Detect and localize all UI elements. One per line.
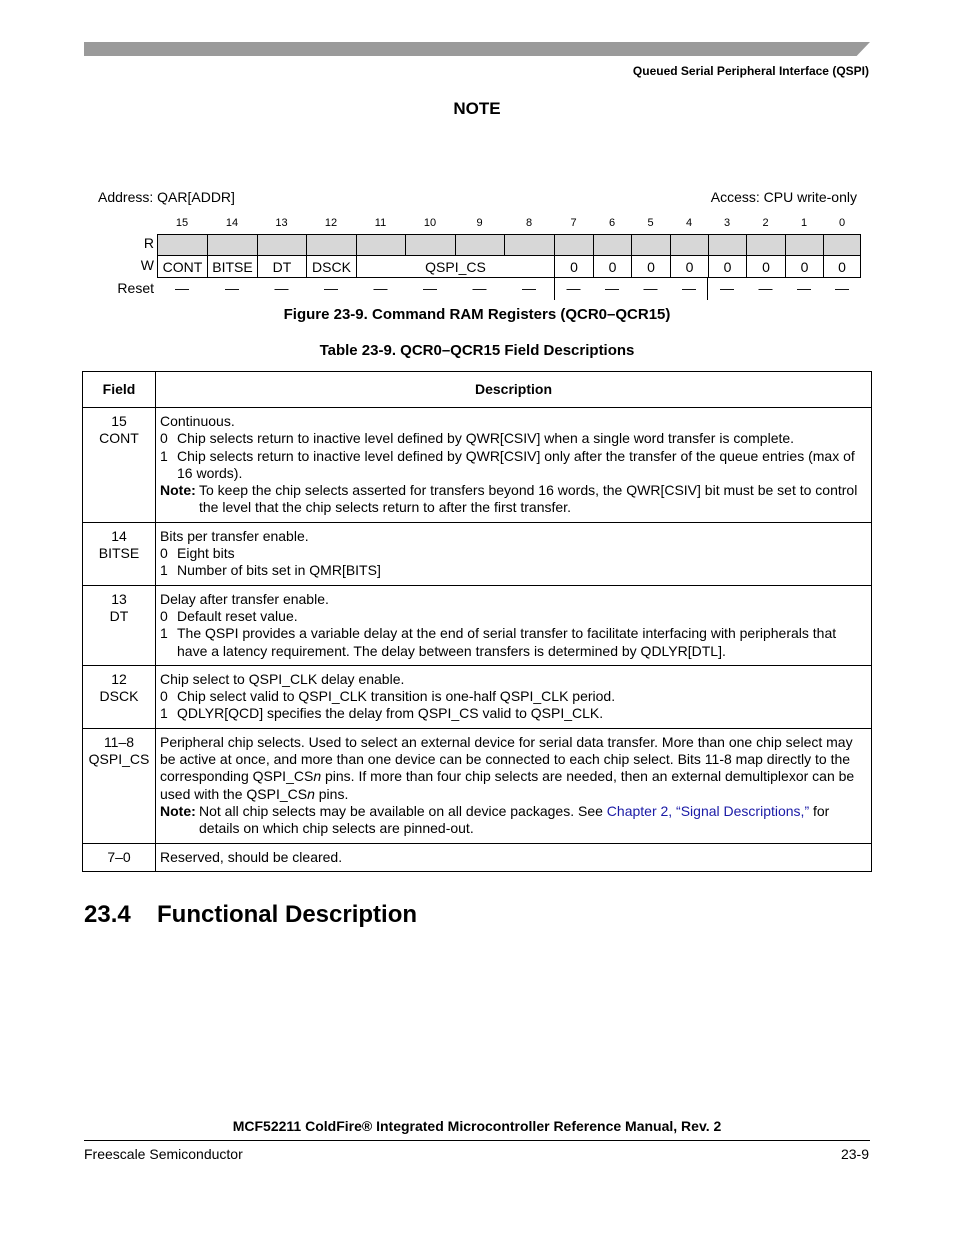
- reset-value: —: [225, 280, 239, 296]
- read-cell: [670, 234, 709, 256]
- field-bits: 13: [111, 590, 127, 607]
- figure-caption: Figure 23-9. Command RAM Registers (QCR0–QCR15): [283, 306, 671, 323]
- running-head: Queued Serial Peripheral Interface (QSPI): [632, 64, 869, 78]
- footer-title: MCF52211 ColdFire® Integrated Microcontroller Reference Manual, Rev. 2: [232, 1118, 722, 1134]
- reset-value: —: [373, 280, 388, 296]
- read-cell: [746, 234, 786, 256]
- read-cell: [356, 234, 406, 256]
- field-bits: 7–0: [107, 848, 131, 865]
- footer-publisher: Freescale Semiconductor: [84, 1146, 243, 1162]
- field-bits: 15: [111, 413, 127, 429]
- reset-value: —: [274, 280, 289, 296]
- row-label-w: W: [140, 257, 154, 273]
- field-cell: [83, 728, 156, 843]
- bit-number: 9: [476, 217, 483, 229]
- description-cell: [156, 843, 872, 871]
- table-row: [83, 522, 872, 585]
- header-field: Field: [83, 372, 156, 408]
- list-item: 1 QDLYR[QCD] specifies the delay from QSPI_CS valid to QSPI_CLK.: [160, 705, 604, 722]
- read-cell: [631, 234, 671, 256]
- footer-rule: [84, 1140, 870, 1141]
- description-cell: [156, 522, 872, 585]
- write-field-bitse: BITSE: [207, 255, 258, 278]
- description-cell: [156, 408, 872, 523]
- table-row: [83, 408, 872, 523]
- read-cell: [157, 234, 208, 256]
- section-heading: [84, 901, 417, 929]
- list-item: 0 Chip select valid to QSPI_CLK transition is one-half QSPI_CLK period.: [160, 688, 616, 705]
- description-intro: Continuous.: [160, 413, 235, 429]
- table-row: [83, 665, 872, 728]
- bit-number: 14: [225, 217, 239, 229]
- table-header-row: [83, 372, 872, 408]
- write-field-qspi-cs: QSPI_CS: [356, 255, 555, 278]
- write-field-zero: 0: [785, 255, 824, 278]
- bit-number: 15: [175, 217, 189, 229]
- write-field-zero: 0: [708, 255, 747, 278]
- reset-value: —: [175, 280, 189, 296]
- bit-number: 1: [800, 217, 808, 229]
- field-cell: [83, 843, 156, 871]
- list-item: 0 Eight bits: [160, 545, 235, 562]
- field-name: BITSE: [98, 545, 140, 562]
- note: Note: To keep the chip selects asserted for transfers beyond 16 words, the QWR[CSIV] bit must be set to control the level that the chip selects return to after the first transfer.: [160, 482, 858, 516]
- header-description: Description: [156, 372, 872, 408]
- read-cell: [708, 234, 747, 256]
- description-cell: [156, 728, 872, 843]
- section-title: Functional Description: [157, 901, 418, 928]
- field-cell: [83, 522, 156, 585]
- read-cell: [257, 234, 307, 256]
- bit-number: 2: [762, 217, 769, 229]
- description-cell: [156, 585, 872, 665]
- field-cell: [83, 408, 156, 523]
- read-cell: [207, 234, 258, 256]
- register-diagram: [157, 234, 861, 278]
- field-name: CONT: [99, 430, 139, 447]
- bit-number: 6: [608, 217, 616, 229]
- reset-value: —: [605, 280, 619, 296]
- bit-number: 12: [324, 217, 338, 229]
- field-name: QSPI_CS: [88, 751, 150, 768]
- field-bits: 11–8: [103, 733, 135, 750]
- register-access: Access: CPU write-only: [710, 189, 857, 205]
- write-field-zero: 0: [631, 255, 671, 278]
- write-field-zero: 0: [593, 255, 632, 278]
- reset-value: —: [835, 280, 849, 296]
- description-intro: Bits per transfer enable.: [160, 527, 309, 544]
- reset-value: —: [797, 280, 811, 296]
- description-intro: Chip select to QSPI_CLK delay enable.: [160, 670, 405, 687]
- list-item: 1 The QSPI provides a variable delay at the end of serial transfer to facilitate interfacing with peripherals that have a latency requirement. The delay between transfers is determined by QDLYR[DTL].: [160, 625, 837, 659]
- bit-number: 5: [647, 217, 654, 229]
- field-description-table: [82, 371, 872, 872]
- field-bits: 12: [111, 670, 127, 687]
- register-address: Address: QAR[ADDR]: [98, 189, 235, 205]
- bit-number: 11: [374, 217, 387, 229]
- read-cell: [306, 234, 357, 256]
- list-item: 1 Chip selects return to inactive level defined by QWR[CSIV] only after the transfer of the queue entries (max of 16 words).: [160, 447, 855, 481]
- list-item: 0 Chip selects return to inactive level defined by QWR[CSIV] when a single word transfer is complete.: [160, 430, 795, 447]
- read-cell: [455, 234, 505, 256]
- bit-number: 7: [570, 217, 577, 229]
- bit-number: 10: [423, 217, 437, 229]
- row-label-reset: Reset: [117, 280, 154, 296]
- write-field-dsck: DSCK: [306, 255, 357, 278]
- bit-number: 4: [685, 217, 693, 229]
- reset-value: —: [522, 280, 536, 296]
- field-bits: 14: [111, 527, 127, 544]
- header-bar: [84, 42, 870, 56]
- read-cell: [823, 234, 861, 256]
- description-cell: [156, 665, 872, 728]
- bit-number: 3: [723, 217, 731, 229]
- table-row: [83, 585, 872, 665]
- description-intro: Delay after transfer enable.: [160, 590, 329, 607]
- write-field-dt: DT: [257, 255, 307, 278]
- reset-value: —: [720, 280, 734, 296]
- read-cell: [593, 234, 632, 256]
- reset-value: —: [643, 280, 658, 296]
- reset-value: —: [423, 280, 437, 296]
- write-field-zero: 0: [746, 255, 786, 278]
- bit-number: 0: [838, 217, 846, 229]
- write-field-zero: 0: [823, 255, 861, 278]
- reset-value: —: [566, 280, 581, 296]
- read-cell: [785, 234, 824, 256]
- bit-number: 13: [275, 217, 288, 229]
- field-cell: [83, 585, 156, 665]
- note-title: NOTE: [453, 99, 501, 118]
- field-name: DT: [109, 607, 129, 624]
- chapter-2-link[interactable]: Chapter 2, “Signal Descriptions,”: [606, 802, 810, 819]
- field-cell: [83, 665, 156, 728]
- list-item: 1 Number of bits set in QMR[BITS]: [160, 562, 381, 579]
- field-name: DSCK: [99, 688, 139, 705]
- reset-value: —: [472, 280, 487, 296]
- table-row: [83, 728, 872, 843]
- note: Note: Not all chip selects may be available on all device packages. See Chapter 2, “Signal Descriptions,” for details on which chip selects are pinned-out.: [160, 802, 830, 837]
- row-label-r: R: [143, 235, 154, 251]
- table-row: [83, 843, 872, 871]
- list-item: 0 Default reset value.: [160, 607, 298, 624]
- read-cell: [504, 234, 555, 256]
- write-field-zero: 0: [554, 255, 594, 278]
- table-caption: Table 23-9. QCR0–QCR15 Field Descriptions: [319, 342, 635, 359]
- write-field-cont: CONT: [157, 255, 208, 278]
- write-field-zero: 0: [670, 255, 709, 278]
- reset-value: —: [682, 280, 696, 296]
- description-intro: Peripheral chip selects. Used to select an external device for serial data transfer. More than one chip select may be active at once, and more than one device can be connected to each chip select. Bits 11-8 map directly to the corresponding QSPI_CSn pins. If more than four chip selects are needed, then an external demultiplexor can be used with the QSPI_CSn pins.: [160, 733, 855, 802]
- reset-value: —: [324, 280, 338, 296]
- reset-value: —: [758, 280, 773, 296]
- page-number: 23-9: [840, 1146, 869, 1162]
- read-cell: [405, 234, 456, 256]
- description-intro: Reserved, should be cleared.: [160, 848, 343, 865]
- section-number: 23.4: [84, 901, 131, 928]
- bit-number: 8: [525, 217, 533, 229]
- read-cell: [554, 234, 594, 256]
